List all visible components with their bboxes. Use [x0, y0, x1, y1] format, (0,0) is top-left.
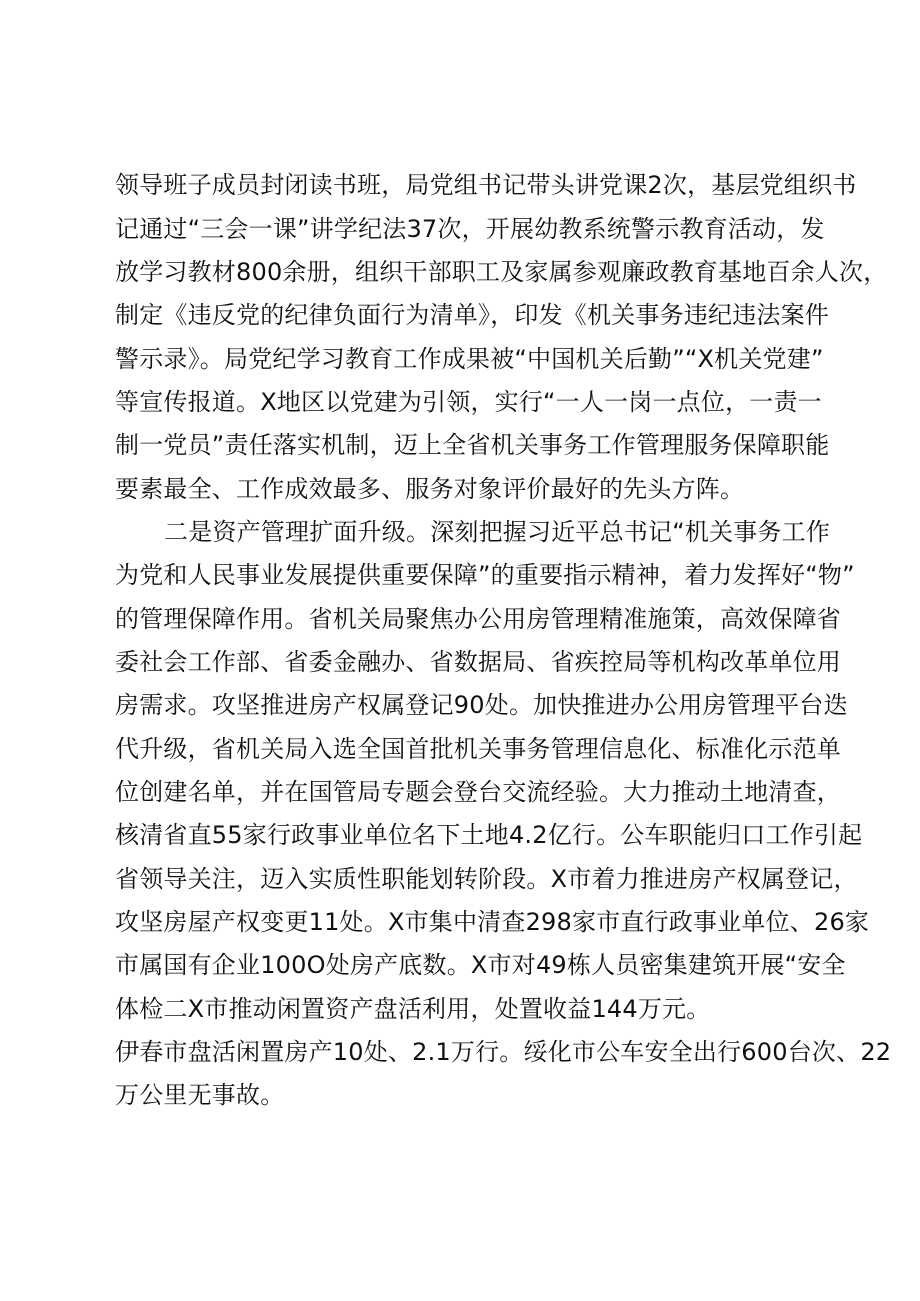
text-line: 省领导关注，迈入实质性职能划转阶段。X市着力推进房产权属登记， [115, 865, 858, 893]
text-line: 万公里无事故。 [115, 1081, 285, 1109]
text-line: 记通过“三会一课”讲学纪法37次，开展幼教系统警示教育活动，发 [115, 215, 825, 243]
text-line: 制一党员”责任落实机制，迈上全省机关事务工作管理服务保障职能 [115, 431, 830, 459]
text-line: 放学习教材800余册，组织干部职工及家属参观廉政教育基地百余人次， [115, 258, 888, 286]
text-line: 代升级，省机关局入选全国首批机关事务管理信息化、标准化示范单 [115, 735, 841, 763]
text-line: 核清省直55家行政事业单位名下土地4.2亿行。公车职能归口工作引起 [115, 821, 863, 849]
text-line: 伊春市盘活闲置房产10处、2.1万行。绥化市公车安全出行600台次、22 [115, 1038, 892, 1066]
text-line: 警示录》。局党纪学习教育工作成果被“中国机关后勤”“X机关党建” [115, 345, 824, 373]
text-line: 要素最全、工作成效最多、服务对象评价最好的先头方阵。 [115, 475, 745, 503]
text-line: 委社会工作部、省委金融办、省数据局、省疾控局等机构改革单位用 [115, 648, 841, 676]
text-line: 位创建名单，并在国管局专题会登台交流经验。大力推动土地清查， [115, 778, 841, 806]
text-line: 等宣传报道。X地区以党建为引领，实行“一人一岗一点位，一责一 [115, 388, 822, 416]
text-line: 房需求。攻坚推进房产权属登记90处。加快推进办公用房管理平台迭 [115, 691, 848, 719]
text-line: 体检二X市推动闲置资产盘活利用，处置收益144万元。 [115, 995, 711, 1023]
text-line: 为党和人民事业发展提供重要保障”的重要指示精神，着力发挥好“物” [115, 561, 855, 589]
paragraph-first-line: 二是资产管理扩面升级。深刻把握习近平总书记“机关事务工作 [164, 518, 831, 546]
text-line: 的管理保障作用。省机关局聚焦办公用房管理精准施策，高效保障省 [115, 605, 841, 633]
text-line: 制定《违反党的纪律负面行为清单》，印发《机关事务违纪违法案件 [115, 301, 829, 329]
text-line: 攻坚房屋产权变更11处。X市集中清查298家市直行政事业单位、26家 [115, 908, 870, 936]
text-line: 市属国有企业100O处房产底数。X市对49栋人员密集建筑开展“安全 [115, 951, 846, 979]
text-line: 领导班子成员封闭读书班，局党组书记带头讲党课2次，基层党组织书 [115, 171, 857, 199]
